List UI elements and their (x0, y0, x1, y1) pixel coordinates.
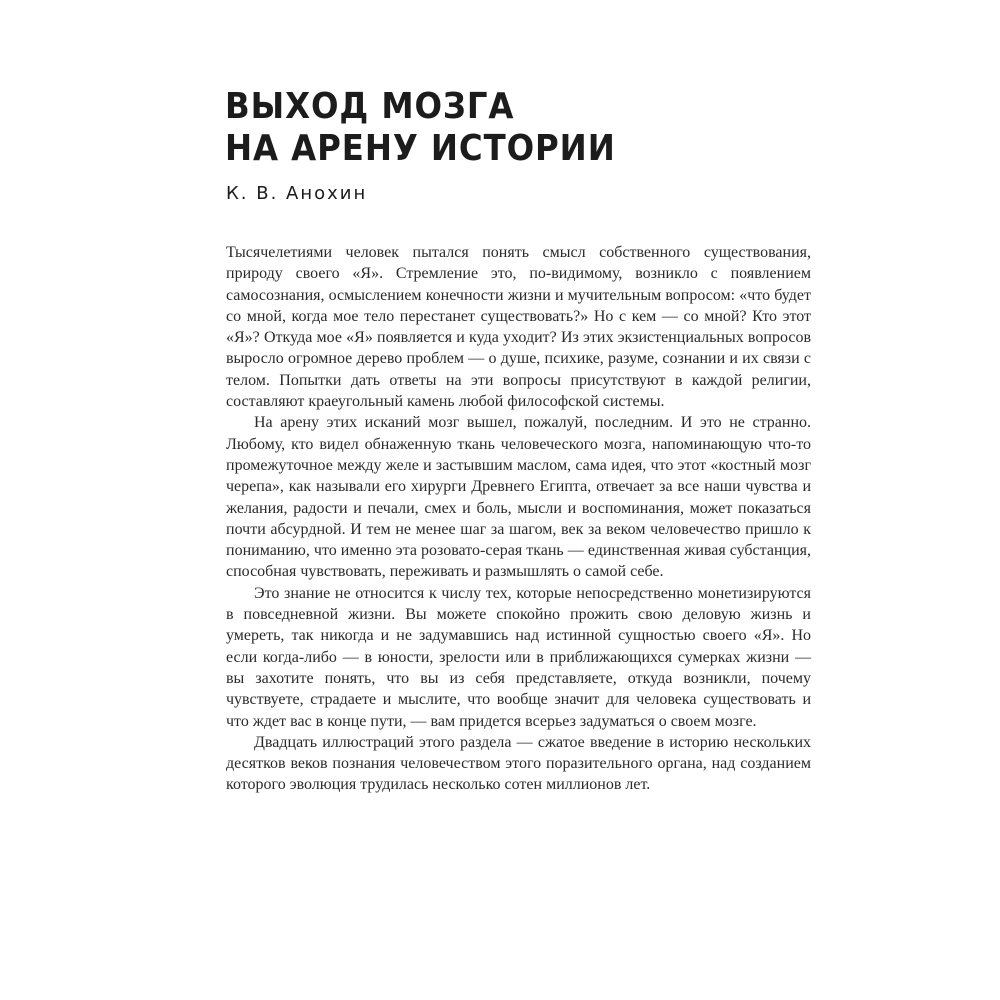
chapter-title-line-1: ВЫХОД МОЗГА (225, 86, 515, 127)
paragraph-2: На арену этих исканий мозг вышел, пожалуй, последним. И это не странно. Любому, кто видел обнаженную ткань человеческого мозга, напоминающую что-то промежуточное между желе и застывшим маслом, сама идея, что этот «костный мозг черепа», как называли его хирурги Древнего Египта, отвечает за все наши чувства и желания, радости и печали, смех и боль, мысли и воспоминания, может показаться почти абсурдной. И тем не менее шаг за шагом, век за веком человечество пришло к пониманию, что именно эта розовато-серая ткань — единственная живая субстанция, способная чувствовать, переживать и размышлять о самой себе. (226, 414, 811, 581)
paragraph-4: Двадцать иллюстраций этого раздела — сжатое введение в историю нескольких десятков веков познания человечеством этого поразительного органа, над созданием которого эволюция трудилась несколько сотен миллионов лет. (226, 733, 811, 794)
paragraph-3: Это знание не относится к числу тех, которые непосредственно монетизируются в повседневной жизни. Вы можете спокойно прожить свою деловую жизнь и умереть, так никогда и не задумавшись над истинной сущностью своего «Я». Но если когда-либо — в юности, зрелости или в приближающихся сумерках жизни — вы захотите понять, что вы из себя представляете, откуда возникли, почему чувствуете, страдаете и мыслите, что вообще значит для человека существовать и что ждет вас в конце пути, — вам придется всерьез задуматься о своем мозге. (226, 584, 811, 730)
article-body (226, 242, 811, 796)
paragraph-1: Тысячелетиями человек пытался понять смысл собственного существования, природу своего «Я». Стремление это, по-видимому, возникло с появлением самосознания, осмыслением конечности жизни и мучительным вопросом: «что будет со мной, когда мое тело перестанет существовать?» Но с кем — со мной? Кто этот «Я»? Откуда мое «Я» появляется и куда уходит? Из этих экзистенциальных вопросов выросло огромное дерево проблем — о душе, психике, разуме, сознании и их связи с телом. Попытки дать ответы на эти вопросы присутствуют в каждой религии, составляют краеугольный камень любой философской системы. (226, 244, 811, 411)
chapter-title (225, 86, 616, 170)
chapter-title-line-2: НА АРЕНУ ИСТОРИИ (225, 128, 616, 169)
author-name: К. В. Анохин (226, 183, 368, 204)
